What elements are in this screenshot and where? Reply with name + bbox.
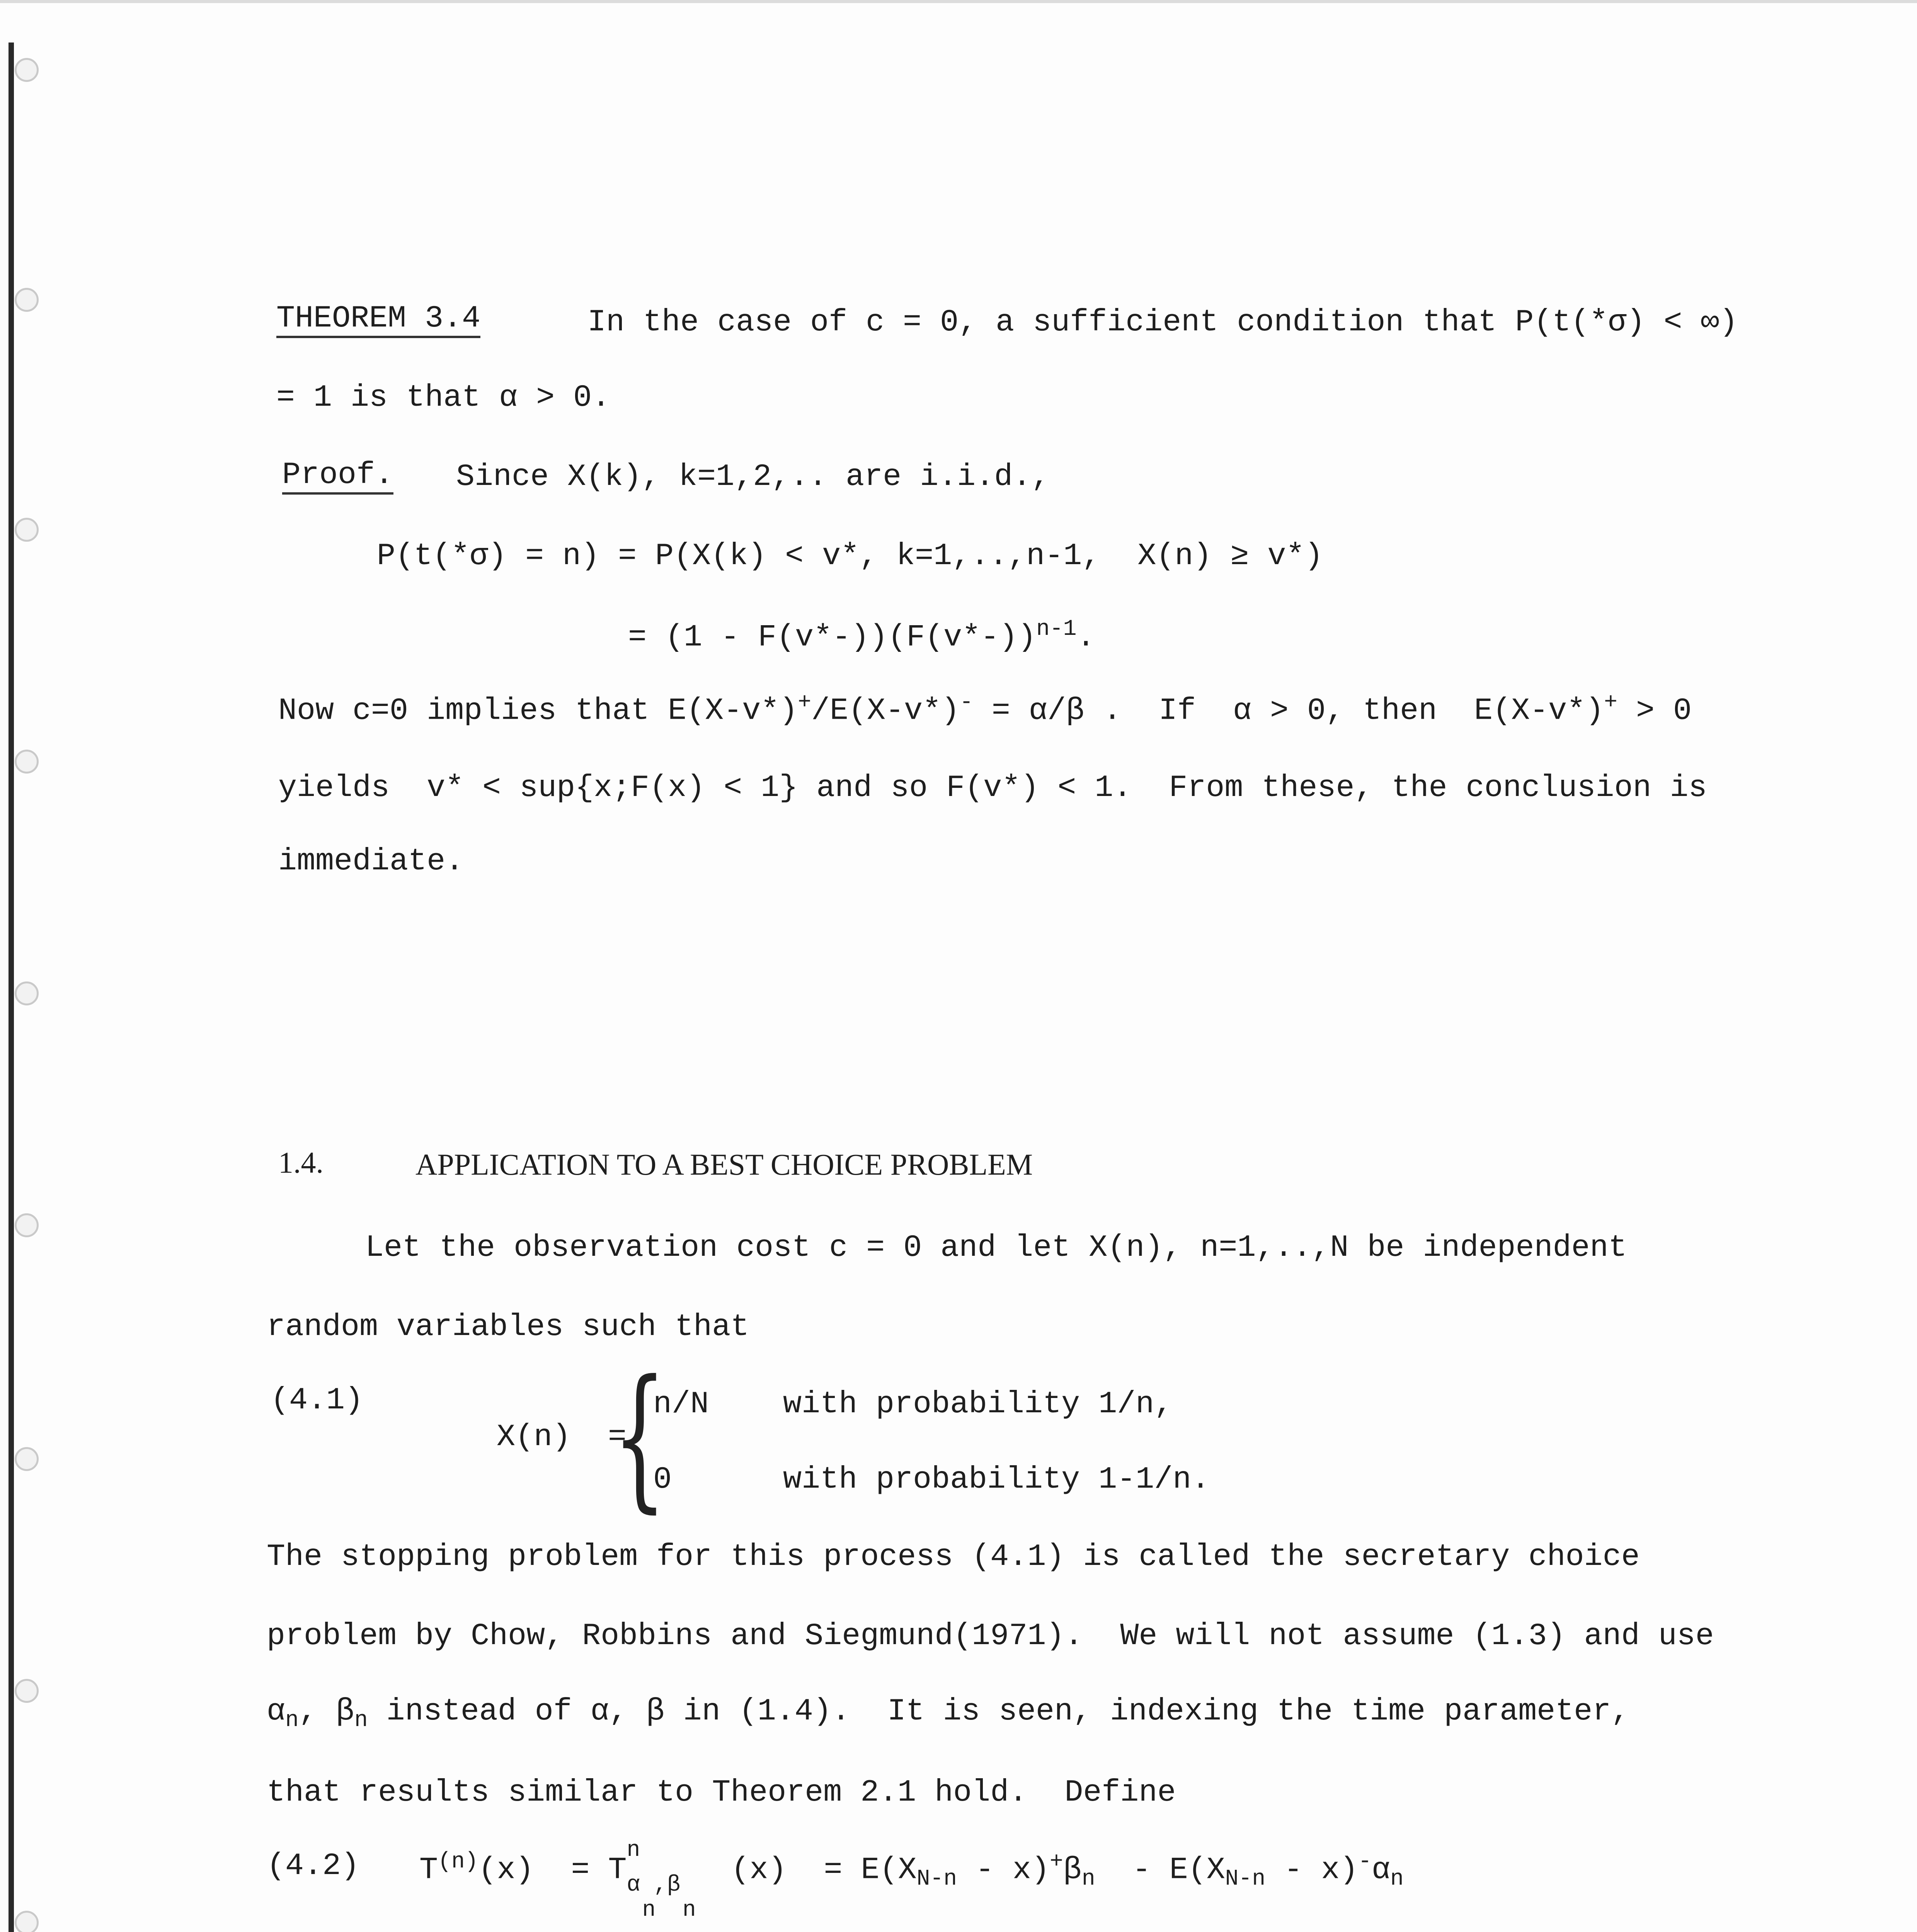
equation-4-2-body: $T^{(n)}(x) = T$ n α ,β n n $(x) = E(X_{N-n} - x)^+\beta_n - E(X_{N-n} - x)^-\alpha_n$ <box>419 1837 1404 1923</box>
equation-4-2-label: (4.2) <box>267 1849 360 1884</box>
equation-4-1-lhs: X(n) = <box>497 1420 627 1455</box>
punch-hole-icon <box>15 58 39 82</box>
proof-label: Proof. <box>282 460 393 495</box>
punch-hole-icon <box>15 288 39 312</box>
left-brace-icon: { <box>613 1347 667 1527</box>
proof-line3: yields v* < sup{x;F(x) < 1} and so F(v*) < 1. From these, the conclusion is <box>278 770 1707 806</box>
equation-4-1-case1: n/N with probability 1/n, <box>653 1387 1173 1422</box>
proof-line1: Since X(k), k=1,2,.. are i.i.d., <box>456 459 1050 495</box>
punch-hole-icon <box>15 518 39 542</box>
punch-hole-icon <box>15 1911 39 1932</box>
punch-hole-icon <box>15 1213 39 1237</box>
body-paragraph2-line1: The stopping problem for this process (4.1) is called the secretary choice <box>267 1539 1640 1575</box>
punch-hole-icon <box>15 1679 39 1703</box>
proof-equation2: = $(1 - F(v*-))(F(v*-))^{n-1}$. <box>628 617 1095 655</box>
proof-line2: Now c=0 implies that E(X-v*)+/E(X-v*)- = α/β . If α > 0, then E(X-v*)+ > 0 <box>278 690 1692 729</box>
equation-4-1-label: (4.1) <box>271 1383 364 1418</box>
punch-hole-icon <box>15 750 39 774</box>
body-paragraph2-line4: that results similar to Theorem 2.1 hold. Define <box>267 1775 1176 1810</box>
theorem-label: THEOREM 3.4 <box>276 303 480 338</box>
binder-edge-line <box>9 43 14 1932</box>
theorem-text-line1: In the case of c = 0, a sufficient condition that P(t(*σ) < ∞) <box>587 305 1738 340</box>
theorem-text-line2: = 1 is that α > 0. <box>276 380 611 415</box>
equation-4-1-case2: 0 with probability 1-1/n. <box>653 1462 1210 1497</box>
body-paragraph2-line3: $\alpha_n$, $\beta_n$ instead of α, β in (1.4). It is seen, indexing the time parameter, <box>267 1694 1630 1733</box>
body-paragraph1-line1: Let the observation cost c = 0 and let X(n), n=1,..,N be independent <box>365 1230 1627 1265</box>
section-number: 1.4. <box>278 1146 323 1179</box>
scan-top-edge <box>0 0 1917 3</box>
proof-equation1: P(t(*σ) = n) = P(X(k) < v*, k=1,..,n-1, X(n) ≥ v*) <box>377 539 1323 574</box>
punch-hole-icon <box>15 981 39 1005</box>
body-paragraph2-line2: problem by Chow, Robbins and Siegmund(1971). We will not assume (1.3) and use <box>267 1619 1714 1654</box>
punch-hole-icon <box>15 1447 39 1471</box>
body-paragraph1-line2: random variables such that <box>267 1310 749 1345</box>
section-title: APPLICATION TO A BEST CHOICE PROBLEM <box>415 1148 1033 1181</box>
proof-line4: immediate. <box>278 844 464 879</box>
